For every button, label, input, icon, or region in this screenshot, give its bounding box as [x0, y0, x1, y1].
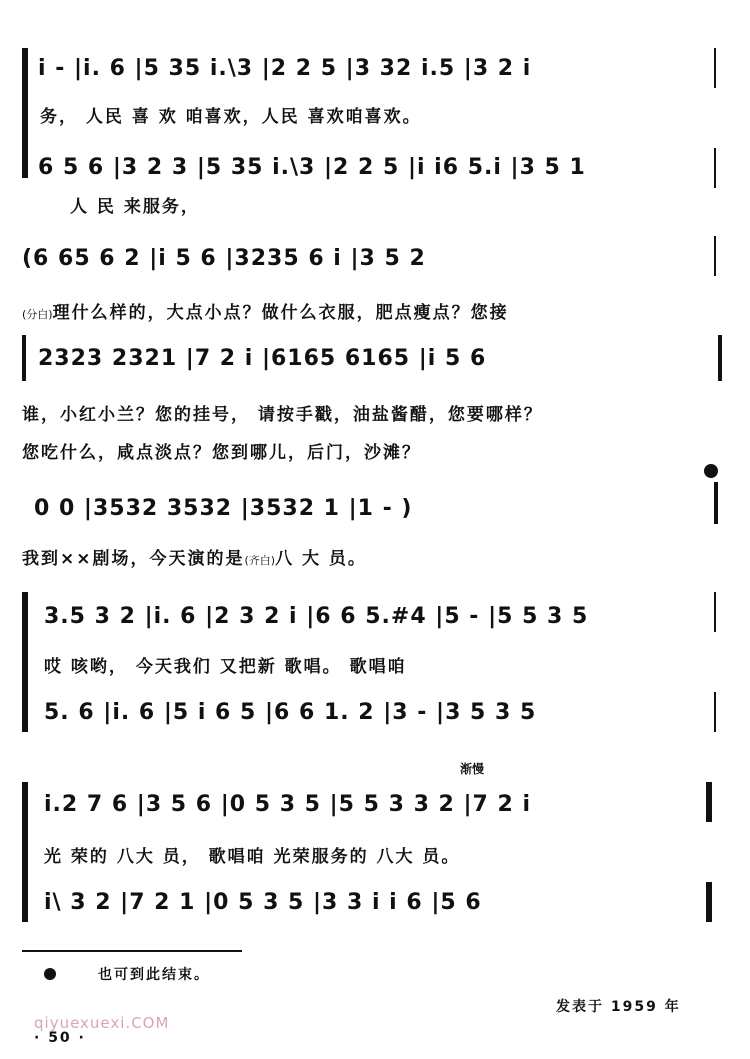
lyrics-line	[22, 298, 509, 323]
notes-line: i - |i. 6 |5 35 i.\3 |2 2 5 |3 32 i.5 |3 2 i	[38, 56, 532, 81]
notes-line: i.2 7 6 |3 5 6 |0 5 3 5 |5 5 3 3 2 |7 2 i	[44, 792, 532, 817]
notes-line: 3.5 3 2 |i. 6 |2 3 2 i |6 6 5.#4 |5 - |5 5 3 5	[44, 604, 589, 629]
repeat-start	[22, 335, 26, 381]
barline	[714, 48, 716, 88]
tempo-mark: 渐慢	[460, 762, 485, 776]
barline	[714, 692, 716, 732]
lyrics-line: 务， 人民 喜 欢 咱喜欢，人民 喜欢咱喜欢。	[40, 107, 422, 127]
footnote-text: 也可到此结束。	[98, 967, 210, 983]
page-number: · 50 ·	[34, 1030, 86, 1046]
barline	[714, 236, 716, 276]
barline	[714, 592, 716, 632]
watermark: qiyuexuexi.COM	[34, 1014, 170, 1032]
lyrics-line: 谁，小红小兰？您的挂号， 请按手戳，油盐酱醋，您要哪样？	[22, 405, 543, 425]
lyrics-line: 哎 咳哟， 今天我们 又把新 歌唱。 歌唱咱	[44, 657, 407, 677]
final-bar	[714, 482, 718, 524]
system-brace	[22, 782, 28, 922]
notes-line: 0 0 |3532 3532 |3532 1 |1 - )	[34, 496, 413, 521]
publication-note: 发表于 1959 年	[556, 999, 681, 1015]
lyrics-text: 八 大 员。	[275, 549, 367, 569]
lyrics-line: 人 民 来服务，	[70, 197, 200, 217]
repeat-end	[718, 335, 722, 381]
notes-line: (6 65 6 2 |i 5 6 |3235 6 i |3 5 2	[22, 246, 426, 271]
lyrics-text: 理什么样的，大点小点？做什么衣服，肥点瘦点？您接	[52, 303, 509, 323]
notes-line: 2323 2321 |7 2 i |6165 6165 |i 5 6	[38, 346, 487, 371]
final-bar	[706, 782, 712, 822]
lyrics-line: 您吃什么，咸点淡点？您到哪儿，后门，沙滩？	[22, 443, 421, 463]
final-bar	[706, 882, 712, 922]
footnote-dot	[44, 968, 56, 980]
barline	[714, 148, 716, 188]
notes-line: i\ 3 2 |7 2 1 |0 5 3 5 |3 3 i i 6 |5 6	[44, 890, 482, 915]
lyrics-line	[22, 544, 367, 569]
lyrics-line: 光 荣的 八大 员， 歌唱咱 光荣服务的 八大 员。	[44, 847, 461, 867]
notes-line: 6 5 6 |3 2 3 |5 35 i.\3 |2 2 5 |i i6 5.i |3 5 1	[38, 155, 586, 180]
spoken-mark: (分白)	[22, 308, 53, 321]
footnote-rule	[22, 950, 242, 952]
coda-dot	[704, 464, 718, 478]
notes-line: 5. 6 |i. 6 |5 i 6 5 |6 6 1. 2 |3 - |3 5 3 5	[44, 700, 537, 725]
lyrics-text: 我到××剧场，今天演的是	[22, 549, 245, 569]
chorus-mark: (齐白)	[244, 554, 276, 567]
system-brace	[22, 592, 28, 732]
system-brace	[22, 48, 28, 178]
